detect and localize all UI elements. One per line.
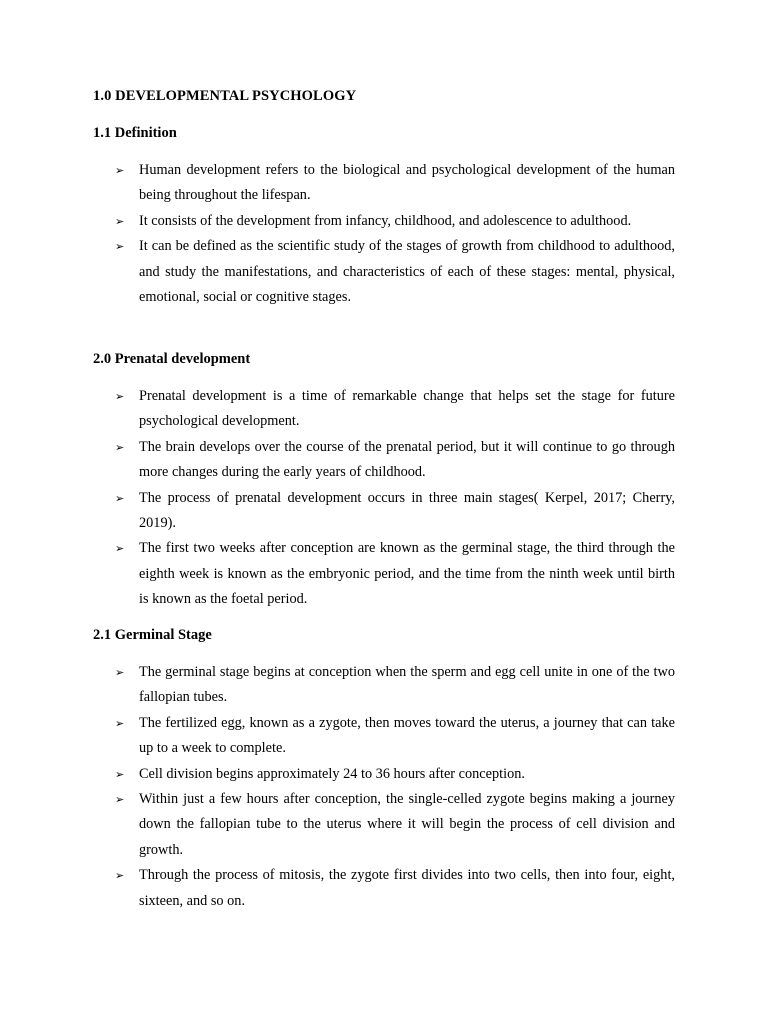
arrow-bullet-icon: ➢ — [115, 240, 125, 254]
list-item-text: The brain develops over the course of the prenatal period, but it will continue to go through more changes during the early years of childhood. — [139, 438, 675, 481]
section-prenatal-development — [93, 349, 675, 613]
section-definition — [93, 123, 675, 310]
arrow-bullet-icon: ➢ — [115, 440, 125, 454]
arrow-bullet-icon: ➢ — [115, 164, 125, 177]
list-item — [93, 536, 675, 612]
section-heading: 2.0 Prenatal development — [93, 351, 251, 367]
bullet-list — [93, 384, 675, 613]
section-heading: 1.1 Definition — [93, 125, 177, 141]
list-item — [93, 863, 675, 914]
list-item — [93, 384, 675, 435]
list-item — [93, 234, 675, 310]
list-item — [93, 711, 675, 762]
bullet-list — [93, 660, 675, 914]
list-item — [93, 660, 675, 711]
list-item-text: Cell division begins approximately 24 to 36 hours after conception. — [139, 765, 525, 782]
list-item-text: Prenatal development is a time of remarkable change that helps set the stage for future psychological development. — [139, 388, 675, 430]
list-item-text: The process of prenatal development occurs in three main stages( Kerpel, 2017; Cherry, 2019). — [139, 489, 675, 532]
arrow-bullet-icon: ➢ — [115, 390, 125, 403]
arrow-bullet-icon: ➢ — [115, 869, 125, 883]
list-item-text: The fertilized egg, known as a zygote, then moves toward the uterus, a journey that can take up to a week to complete. — [139, 714, 675, 757]
list-item-text: It can be defined as the scientific study of the stages of growth from childhood to adulthood, and study the manifestations, and characteristics of each of these stages: mental, physical, emotional, social or cognitive stages. — [139, 238, 675, 306]
arrow-bullet-icon: ➢ — [115, 716, 125, 730]
list-item-text: Through the process of mitosis, the zygote first divides into two cells, then into four, eight, sixteen, and so on. — [139, 867, 675, 909]
section-heading: 1.0 DEVELOPMENTAL PSYCHOLOGY — [93, 88, 357, 104]
list-item-text: It consists of the development from infancy, childhood, and adolescence to adulthood. — [139, 212, 632, 229]
list-item-text: Within just a few hours after conception, the single-celled zygote begins making a journey down the fallopian tube to the uterus where it will begin the process of cell division and growth. — [139, 791, 675, 858]
arrow-bullet-icon: ➢ — [115, 542, 125, 556]
section-germinal-stage — [93, 625, 675, 914]
arrow-bullet-icon: ➢ — [115, 767, 125, 781]
list-item — [93, 486, 675, 537]
arrow-bullet-icon: ➢ — [115, 793, 125, 807]
arrow-bullet-icon: ➢ — [115, 214, 125, 228]
section-developmental-psychology — [93, 86, 675, 106]
list-item — [93, 435, 675, 486]
section-heading: 2.1 Germinal Stage — [93, 627, 212, 643]
arrow-bullet-icon: ➢ — [115, 666, 125, 679]
list-item — [93, 209, 675, 234]
bullet-list — [93, 158, 675, 310]
list-item-text: The first two weeks after conception are known as the germinal stage, the third through the eighth week is known as the embryonic period, and the time from the ninth week until birth is known as the foetal period. — [139, 540, 675, 608]
list-item — [93, 158, 675, 209]
arrow-bullet-icon: ➢ — [115, 491, 125, 505]
list-item — [93, 762, 675, 787]
list-item-text: The germinal stage begins at conception when the sperm and egg cell unite in one of the two fallopian tubes. — [139, 664, 675, 706]
list-item-text: Human development refers to the biological and psychological development of the human being throughout the lifespan. — [139, 162, 675, 204]
list-item — [93, 787, 675, 863]
